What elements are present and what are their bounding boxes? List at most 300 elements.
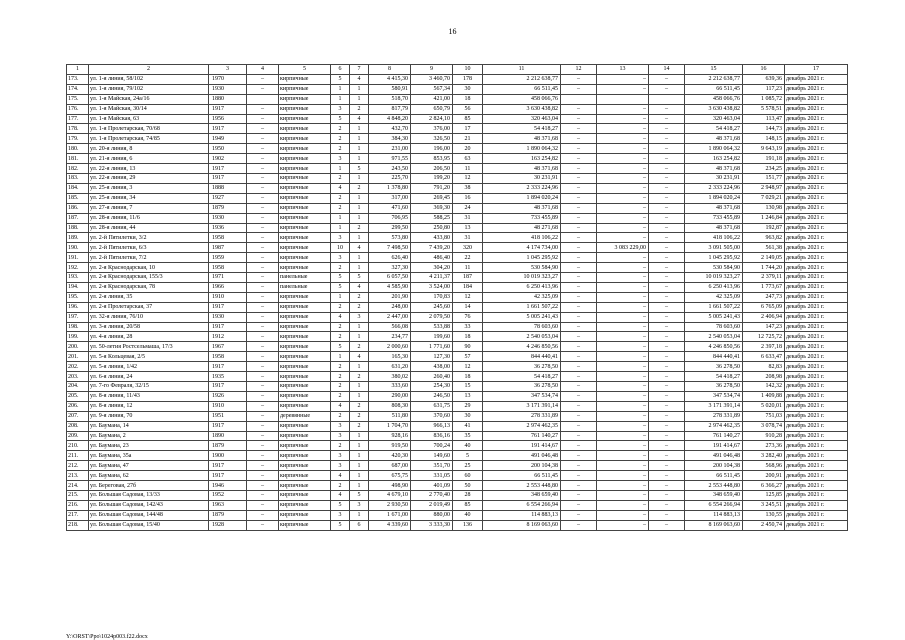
cost-value-cell: 54 418,27	[685, 124, 743, 134]
completion-date-cell: декабрь 2021 г.	[785, 154, 848, 164]
entrances-cell: 2	[350, 223, 369, 233]
housing-table	[66, 64, 848, 531]
wall-material-cell: кирпичные	[279, 173, 331, 183]
table-row	[67, 401, 848, 411]
year-built-cell: 1971	[209, 273, 247, 283]
address-cell: ул. 2-я Краснодарская, 155/3	[89, 273, 209, 283]
year-built-cell: 1888	[209, 183, 247, 193]
col-4-value-cell: –	[247, 74, 279, 84]
address-cell: ул. 28-я линия, 44	[89, 223, 209, 233]
col-14-value-cell: –	[649, 193, 685, 203]
address-cell: ул. 4-я линия, 28	[89, 332, 209, 342]
row-number-cell: 193.	[67, 273, 89, 283]
cost-value-cell: 1 045 295,92	[685, 253, 743, 263]
row-number-cell: 215.	[67, 490, 89, 500]
total-area-cell: 317,00	[369, 193, 411, 203]
residents-cell: 320	[453, 243, 483, 253]
address-cell: ул. 7-го Февраля, 32/15	[89, 382, 209, 392]
wall-material-cell: кирпичные	[279, 154, 331, 164]
cost-per-sqm-cell: 2 450,74	[743, 520, 785, 530]
col-13-value-cell: –	[597, 500, 649, 510]
col-12-value-cell: –	[561, 451, 597, 461]
col-12-value-cell: –	[561, 183, 597, 193]
header-cell: 10	[453, 65, 483, 75]
completion-date-cell: декабрь 2021 г.	[785, 471, 848, 481]
total-cost-cell: 54 418,27	[483, 124, 561, 134]
floors-cell: 2	[331, 362, 350, 372]
address-cell: ул. 27-я линия, 7	[89, 203, 209, 213]
completion-date-cell: декабрь 2021 г.	[785, 292, 848, 302]
col-14-value-cell: –	[649, 500, 685, 510]
total-cost-cell: 844 440,41	[483, 352, 561, 362]
cost-value-cell: 3 171 391,14	[685, 401, 743, 411]
residents-cell: 38	[453, 183, 483, 193]
col-13-value-cell: –	[597, 372, 649, 382]
completion-date-cell: декабрь 2021 г.	[785, 451, 848, 461]
total-area-cell: 243,50	[369, 164, 411, 174]
table-row	[67, 391, 848, 401]
cost-value-cell: 2 333 224,96	[685, 183, 743, 193]
residents-cell: 50	[453, 481, 483, 491]
col-4-value-cell: –	[247, 164, 279, 174]
col-13-value-cell: –	[597, 114, 649, 124]
wall-material-cell: кирпичные	[279, 104, 331, 114]
floors-cell: 3	[331, 104, 350, 114]
total-cost-cell: 6 250 413,96	[483, 282, 561, 292]
cost-value-cell: 458 066,76	[685, 94, 743, 104]
year-built-cell: 1879	[209, 510, 247, 520]
cost-per-sqm-cell: 144,73	[743, 124, 785, 134]
col-12-value-cell: –	[561, 213, 597, 223]
table-row	[67, 213, 848, 223]
col-4-value-cell: –	[247, 352, 279, 362]
row-number-cell: 197.	[67, 312, 89, 322]
total-cost-cell: 42 325,09	[483, 292, 561, 302]
col-4-value-cell	[247, 94, 279, 104]
residents-cell: 18	[453, 94, 483, 104]
cost-per-sqm-cell: 2 379,11	[743, 273, 785, 283]
row-number-cell: 176.	[67, 104, 89, 114]
completion-date-cell: декабрь 2021 г.	[785, 302, 848, 312]
col-4-value-cell: –	[247, 372, 279, 382]
entrances-cell: 2	[350, 292, 369, 302]
col-12-value-cell: –	[561, 124, 597, 134]
completion-date-cell: декабрь 2021 г.	[785, 312, 848, 322]
completion-date-cell: декабрь 2021 г.	[785, 134, 848, 144]
address-cell: ул. 32-я линия, 76/10	[89, 312, 209, 322]
total-area-cell: 580,91	[369, 84, 411, 94]
year-built-cell: 1949	[209, 134, 247, 144]
col-12-value-cell: –	[561, 441, 597, 451]
col-13-value-cell: –	[597, 164, 649, 174]
living-area-cell: 650,79	[411, 104, 453, 114]
col-4-value-cell: –	[247, 391, 279, 401]
completion-date-cell: декабрь 2021 г.	[785, 144, 848, 154]
residents-cell: 22	[453, 253, 483, 263]
completion-date-cell: декабрь 2021 г.	[785, 441, 848, 451]
completion-date-cell: декабрь 2021 г.	[785, 223, 848, 233]
cost-value-cell: 10 019 323,27	[685, 273, 743, 283]
cost-value-cell: 4 246 850,56	[685, 342, 743, 352]
address-cell: ул. 1-я Майская, 63	[89, 114, 209, 124]
col-13-value-cell: –	[597, 342, 649, 352]
total-cost-cell: 48 371,68	[483, 203, 561, 213]
col-13-value-cell: –	[597, 382, 649, 392]
total-area-cell: 231,00	[369, 144, 411, 154]
residents-cell: 21	[453, 134, 483, 144]
address-cell: ул. 2-я Пролетарская, 37	[89, 302, 209, 312]
living-area-cell: 438,00	[411, 362, 453, 372]
col-14-value-cell: –	[649, 312, 685, 322]
cost-value-cell: 1 661 507,22	[685, 302, 743, 312]
col-14-value-cell: –	[649, 352, 685, 362]
total-area-cell: 471,60	[369, 203, 411, 213]
col-4-value-cell: –	[247, 144, 279, 154]
residents-cell: 30	[453, 84, 483, 94]
row-number-cell: 175.	[67, 94, 89, 104]
col-14-value-cell: –	[649, 322, 685, 332]
col-4-value-cell: –	[247, 431, 279, 441]
wall-material-cell: кирпичные	[279, 471, 331, 481]
wall-material-cell: кирпичные	[279, 164, 331, 174]
col-14-value-cell: –	[649, 104, 685, 114]
residents-cell: 11	[453, 164, 483, 174]
residents-cell: 56	[453, 104, 483, 114]
completion-date-cell: декабрь 2021 г.	[785, 263, 848, 273]
living-area-cell: 966,13	[411, 421, 453, 431]
completion-date-cell: декабрь 2021 г.	[785, 253, 848, 263]
completion-date-cell: декабрь 2021 г.	[785, 431, 848, 441]
completion-date-cell: декабрь 2021 г.	[785, 124, 848, 134]
residents-cell: 60	[453, 471, 483, 481]
header-cell: 14	[649, 65, 685, 75]
total-area-cell: 1 378,80	[369, 183, 411, 193]
col-12-value-cell: –	[561, 173, 597, 183]
address-cell: ул. 2-я Краснодарская, 78	[89, 282, 209, 292]
col-12-value-cell: –	[561, 312, 597, 322]
floors-cell: 3	[331, 233, 350, 243]
wall-material-cell: кирпичные	[279, 233, 331, 243]
col-13-value-cell: –	[597, 223, 649, 233]
total-cost-cell: 761 140,27	[483, 431, 561, 441]
completion-date-cell: декабрь 2021 г.	[785, 183, 848, 193]
year-built-cell: 1951	[209, 411, 247, 421]
cost-per-sqm-cell: 1 246,84	[743, 213, 785, 223]
wall-material-cell: кирпичные	[279, 312, 331, 322]
row-number-cell: 209.	[67, 431, 89, 441]
living-area-cell: 836,16	[411, 431, 453, 441]
row-number-cell: 217.	[67, 510, 89, 520]
floors-cell: 5	[331, 282, 350, 292]
header-cell: 1	[67, 65, 89, 75]
year-built-cell: 1958	[209, 233, 247, 243]
header-cell: 3	[209, 65, 247, 75]
table-body	[67, 65, 848, 531]
row-number-cell: 187.	[67, 213, 89, 223]
cost-value-cell: 733 455,89	[685, 213, 743, 223]
completion-date-cell: декабрь 2021 г.	[785, 282, 848, 292]
total-area-cell: 384,30	[369, 134, 411, 144]
table-row	[67, 481, 848, 491]
wall-material-cell: кирпичные	[279, 193, 331, 203]
header-row	[67, 65, 848, 75]
cost-per-sqm-cell: 3 282,40	[743, 451, 785, 461]
wall-material-cell: кирпичные	[279, 382, 331, 392]
floors-cell: 2	[331, 391, 350, 401]
entrances-cell: 2	[350, 401, 369, 411]
year-built-cell: 1912	[209, 332, 247, 342]
total-area-cell: 225,70	[369, 173, 411, 183]
year-built-cell: 1966	[209, 282, 247, 292]
col-14-value-cell: –	[649, 481, 685, 491]
row-number-cell: 179.	[67, 134, 89, 144]
entrances-cell: 1	[350, 213, 369, 223]
col-13-value-cell	[597, 94, 649, 104]
residents-cell: 14	[453, 302, 483, 312]
residents-cell: 17	[453, 124, 483, 134]
col-12-value-cell: –	[561, 342, 597, 352]
total-cost-cell: 4 174 734,00	[483, 243, 561, 253]
living-area-cell: 7 439,20	[411, 243, 453, 253]
cost-value-cell: 320 463,04	[685, 114, 743, 124]
col-13-value-cell: –	[597, 124, 649, 134]
col-14-value-cell: –	[649, 362, 685, 372]
col-13-value-cell: –	[597, 352, 649, 362]
row-number-cell: 203.	[67, 372, 89, 382]
wall-material-cell: деревянные	[279, 411, 331, 421]
year-built-cell: 1967	[209, 342, 247, 352]
cost-value-cell: 844 440,41	[685, 352, 743, 362]
year-built-cell: 1917	[209, 164, 247, 174]
col-4-value-cell: –	[247, 124, 279, 134]
year-built-cell: 1930	[209, 213, 247, 223]
completion-date-cell: декабрь 2021 г.	[785, 94, 848, 104]
address-cell: ул. Баумана, 62	[89, 471, 209, 481]
year-built-cell: 1879	[209, 441, 247, 451]
living-area-cell: 486,40	[411, 253, 453, 263]
floors-cell: 5	[331, 342, 350, 352]
wall-material-cell: кирпичные	[279, 263, 331, 273]
total-area-cell: 919,50	[369, 441, 411, 451]
year-built-cell: 1952	[209, 490, 247, 500]
table-row	[67, 372, 848, 382]
entrances-cell: 1	[350, 84, 369, 94]
col-4-value-cell: –	[247, 510, 279, 520]
cost-per-sqm-cell: 1 744,20	[743, 263, 785, 273]
row-number-cell: 173.	[67, 74, 89, 84]
completion-date-cell: декабрь 2021 г.	[785, 490, 848, 500]
cost-per-sqm-cell: 2 406,94	[743, 312, 785, 322]
row-number-cell: 188.	[67, 223, 89, 233]
row-number-cell: 177.	[67, 114, 89, 124]
completion-date-cell: декабрь 2021 г.	[785, 74, 848, 84]
table-row	[67, 451, 848, 461]
cost-value-cell: 1 890 064,32	[685, 144, 743, 154]
floors-cell: 4	[331, 312, 350, 322]
year-built-cell: 1987	[209, 243, 247, 253]
col-14-value-cell: –	[649, 421, 685, 431]
total-area-cell: 498,90	[369, 481, 411, 491]
wall-material-cell: кирпичные	[279, 144, 331, 154]
floors-cell: 3	[331, 431, 350, 441]
residents-cell: 12	[453, 362, 483, 372]
header-cell: 13	[597, 65, 649, 75]
col-14-value-cell: –	[649, 114, 685, 124]
address-cell: ул. 1-я линия, 79/102	[89, 84, 209, 94]
col-12-value-cell: –	[561, 84, 597, 94]
header-cell: 12	[561, 65, 597, 75]
living-area-cell: 588,25	[411, 213, 453, 223]
total-area-cell: 971,55	[369, 154, 411, 164]
year-built-cell: 1946	[209, 481, 247, 491]
year-built-cell: 1950	[209, 144, 247, 154]
cost-per-sqm-cell: 130,55	[743, 510, 785, 520]
table-row	[67, 193, 848, 203]
col-14-value-cell: –	[649, 382, 685, 392]
row-number-cell: 174.	[67, 84, 89, 94]
table-row	[67, 342, 848, 352]
col-4-value-cell: –	[247, 173, 279, 183]
total-area-cell: 4 848,20	[369, 114, 411, 124]
row-number-cell: 189.	[67, 233, 89, 243]
living-area-cell: 149,60	[411, 451, 453, 461]
floors-cell: 5	[331, 74, 350, 84]
wall-material-cell: кирпичные	[279, 342, 331, 352]
page-number: 16	[448, 27, 457, 36]
col-13-value-cell: –	[597, 273, 649, 283]
living-area-cell: 206,50	[411, 164, 453, 174]
col-4-value-cell: –	[247, 471, 279, 481]
entrances-cell: 1	[350, 362, 369, 372]
cost-value-cell: 36 278,50	[685, 382, 743, 392]
cost-per-sqm-cell: 963,82	[743, 233, 785, 243]
residents-cell: 12	[453, 173, 483, 183]
cost-value-cell: 530 584,90	[685, 263, 743, 273]
living-area-cell: 880,00	[411, 510, 453, 520]
cost-per-sqm-cell: 191,18	[743, 154, 785, 164]
entrances-cell: 1	[350, 481, 369, 491]
total-area-cell: 2 930,50	[369, 500, 411, 510]
total-area-cell: 2 447,00	[369, 312, 411, 322]
col-12-value-cell: –	[561, 461, 597, 471]
entrances-cell: 1	[350, 124, 369, 134]
total-cost-cell: 10 019 323,27	[483, 273, 561, 283]
living-area-cell: 196,00	[411, 144, 453, 154]
col-14-value-cell: –	[649, 490, 685, 500]
col-13-value-cell: –	[597, 144, 649, 154]
address-cell: ул. 1-я Пролетарская, 70/68	[89, 124, 209, 134]
col-12-value-cell: –	[561, 193, 597, 203]
entrances-cell: 1	[350, 134, 369, 144]
completion-date-cell: декабрь 2021 г.	[785, 193, 848, 203]
address-cell: ул. 2-й Пятилетки, 6/3	[89, 243, 209, 253]
entrances-cell: 2	[350, 342, 369, 352]
header-cell: 2	[89, 65, 209, 75]
table-row	[67, 461, 848, 471]
row-number-cell: 178.	[67, 124, 89, 134]
total-cost-cell: 3 171 391,14	[483, 401, 561, 411]
total-cost-cell: 1 890 064,32	[483, 144, 561, 154]
cost-value-cell: 48 371,68	[685, 203, 743, 213]
total-cost-cell: 66 511,45	[483, 84, 561, 94]
total-cost-cell: 1 661 507,22	[483, 302, 561, 312]
completion-date-cell: декабрь 2021 г.	[785, 84, 848, 94]
address-cell: ул. 8-я линия, 11/43	[89, 391, 209, 401]
year-built-cell: 1902	[209, 154, 247, 164]
col-14-value-cell: –	[649, 74, 685, 84]
col-12-value-cell: –	[561, 481, 597, 491]
header-cell: 15	[685, 65, 743, 75]
cost-per-sqm-cell: 200,91	[743, 471, 785, 481]
entrances-cell: 2	[350, 421, 369, 431]
entrances-cell: 2	[350, 372, 369, 382]
row-number-cell: 202.	[67, 362, 89, 372]
col-14-value-cell: –	[649, 302, 685, 312]
living-area-cell: 245,60	[411, 302, 453, 312]
row-number-cell: 183.	[67, 173, 89, 183]
cost-per-sqm-cell: 751,03	[743, 411, 785, 421]
col-14-value-cell: –	[649, 273, 685, 283]
total-cost-cell: 347 534,74	[483, 391, 561, 401]
entrances-cell: 1	[350, 322, 369, 332]
year-built-cell: 1963	[209, 500, 247, 510]
file-path-footer: Y:\ORST\Ppo\1024p003.f22.docx	[66, 634, 148, 640]
completion-date-cell: декабрь 2021 г.	[785, 421, 848, 431]
cost-per-sqm-cell: 2 149,05	[743, 253, 785, 263]
floors-cell: 1	[331, 352, 350, 362]
col-13-value-cell: –	[597, 461, 649, 471]
col-14-value-cell: –	[649, 243, 685, 253]
residents-cell: 5	[453, 451, 483, 461]
table-row	[67, 431, 848, 441]
col-14-value-cell: –	[649, 510, 685, 520]
table-row	[67, 382, 848, 392]
total-cost-cell: 2 212 638,77	[483, 74, 561, 84]
cost-per-sqm-cell: 561,38	[743, 243, 785, 253]
entrances-cell: 1	[350, 332, 369, 342]
cost-value-cell: 761 140,27	[685, 431, 743, 441]
entrances-cell: 1	[350, 431, 369, 441]
col-14-value-cell: –	[649, 213, 685, 223]
total-cost-cell: 54 418,27	[483, 372, 561, 382]
cost-per-sqm-cell: 130,98	[743, 203, 785, 213]
col-4-value-cell: –	[247, 154, 279, 164]
year-built-cell: 1917	[209, 104, 247, 114]
wall-material-cell: кирпичные	[279, 481, 331, 491]
completion-date-cell: декабрь 2021 г.	[785, 382, 848, 392]
entrances-cell: 4	[350, 114, 369, 124]
col-14-value-cell: –	[649, 134, 685, 144]
col-13-value-cell: –	[597, 203, 649, 213]
wall-material-cell: кирпичные	[279, 114, 331, 124]
table-row	[67, 282, 848, 292]
residents-cell: 13	[453, 391, 483, 401]
wall-material-cell: кирпичные	[279, 391, 331, 401]
cost-per-sqm-cell: 82,83	[743, 362, 785, 372]
col-4-value-cell: –	[247, 322, 279, 332]
residents-cell: 184	[453, 282, 483, 292]
col-13-value-cell: –	[597, 421, 649, 431]
total-cost-cell: 1 045 295,92	[483, 253, 561, 263]
residents-cell: 15	[453, 382, 483, 392]
year-built-cell: 1930	[209, 84, 247, 94]
floors-cell: 5	[331, 114, 350, 124]
header-cell: 7	[350, 65, 369, 75]
cost-per-sqm-cell: 9 643,19	[743, 144, 785, 154]
address-cell: ул. 25-я линия, 3	[89, 183, 209, 193]
wall-material-cell: кирпичные	[279, 302, 331, 312]
cost-per-sqm-cell: 5 578,51	[743, 104, 785, 114]
